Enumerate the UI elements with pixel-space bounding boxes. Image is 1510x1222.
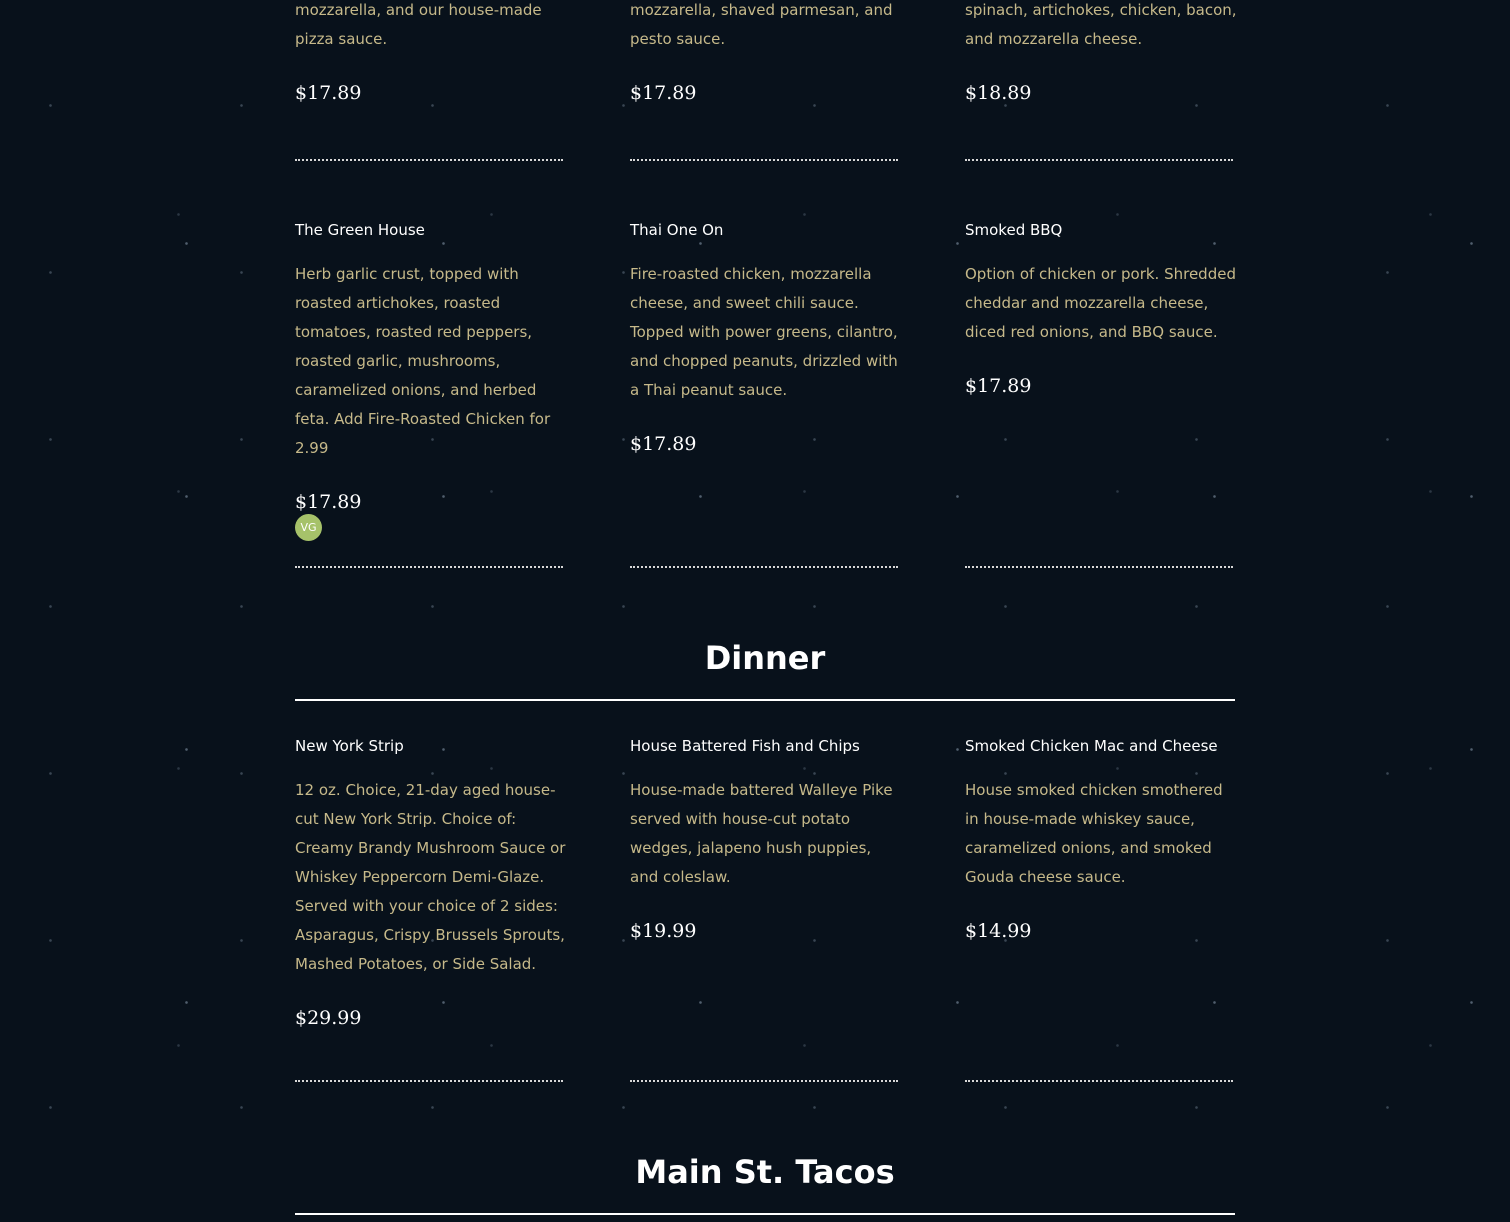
item-description: Fire-roasted chicken, mozzarella cheese, and sweet chili sauce. Topped with power greens, cilantro, and chopped peanuts, drizzled with a Thai peanut sauce.	[630, 265, 898, 399]
item-price: $19.99	[630, 920, 697, 942]
dotted-divider	[965, 564, 1233, 568]
item-name: House Battered Fish and Chips	[630, 737, 860, 755]
item-description: 12 oz. Choice, 21-day aged house-cut New York Strip. Choice of: Creamy Brandy Mushroom Sauce or Whiskey Peppercorn Demi-Glaze. Served with your choice of 2 sides: Asparagus, Crispy Brussels Sprouts, Mashed Potatoes, or Side Salad.	[295, 781, 566, 973]
menu-item	[295, 736, 567, 1030]
menu-item	[965, 220, 1237, 398]
item-name: Smoked BBQ	[965, 221, 1063, 239]
menu-item	[965, 0, 1237, 105]
dotted-divider	[965, 157, 1233, 161]
menu-item	[295, 220, 567, 514]
item-name: Thai One On	[630, 221, 724, 239]
menu-item	[630, 220, 902, 456]
dotted-divider	[630, 1078, 898, 1082]
menu-item	[295, 0, 567, 105]
item-price: $17.89	[295, 82, 362, 104]
dotted-divider	[295, 157, 563, 161]
section-title-dinner: Dinner	[704, 639, 826, 677]
item-description: mozzarella, and our house-made pizza sauce.	[295, 1, 542, 48]
item-price: $14.99	[965, 920, 1032, 942]
dotted-divider	[630, 157, 898, 161]
section-divider	[295, 1213, 1235, 1215]
item-description: mozzarella, shaved parmesan, and pesto sauce.	[630, 1, 893, 48]
item-name: The Green House	[295, 221, 425, 239]
dotted-divider	[295, 564, 563, 568]
item-description: House smoked chicken smothered in house-made whiskey sauce, caramelized onions, and smoked Gouda cheese sauce.	[965, 781, 1223, 886]
item-price: $29.99	[295, 1007, 362, 1029]
dotted-divider	[295, 1078, 563, 1082]
item-description: Herb garlic crust, topped with roasted artichokes, roasted tomatoes, roasted red peppers, roasted garlic, mushrooms, caramelized onions, and herbed feta. Add Fire-Roasted Chicken for 2.99	[295, 265, 551, 457]
item-price: $17.89	[630, 433, 697, 455]
item-name: Smoked Chicken Mac and Cheese	[965, 737, 1218, 755]
section-title-tacos: Main St. Tacos	[635, 1153, 895, 1191]
item-price: $17.89	[630, 82, 697, 104]
item-description: Option of chicken or pork. Shredded cheddar and mozzarella cheese, diced red onions, and BBQ sauce.	[965, 265, 1236, 341]
item-price: $17.89	[295, 491, 362, 513]
item-description: House-made battered Walleye Pike served with house-cut potato wedges, jalapeno hush puppies, and coleslaw.	[630, 781, 893, 886]
item-name: New York Strip	[295, 737, 404, 755]
vegan-badge: VG	[295, 514, 322, 541]
dotted-divider	[965, 1078, 1233, 1082]
menu-item	[965, 736, 1237, 943]
section-divider	[295, 699, 1235, 701]
menu-item	[630, 736, 902, 943]
item-price: $17.89	[965, 375, 1032, 397]
menu-item	[630, 0, 902, 105]
item-price: $18.89	[965, 82, 1032, 104]
item-description: spinach, artichokes, chicken, bacon, and mozzarella cheese.	[965, 1, 1237, 48]
dotted-divider	[630, 564, 898, 568]
